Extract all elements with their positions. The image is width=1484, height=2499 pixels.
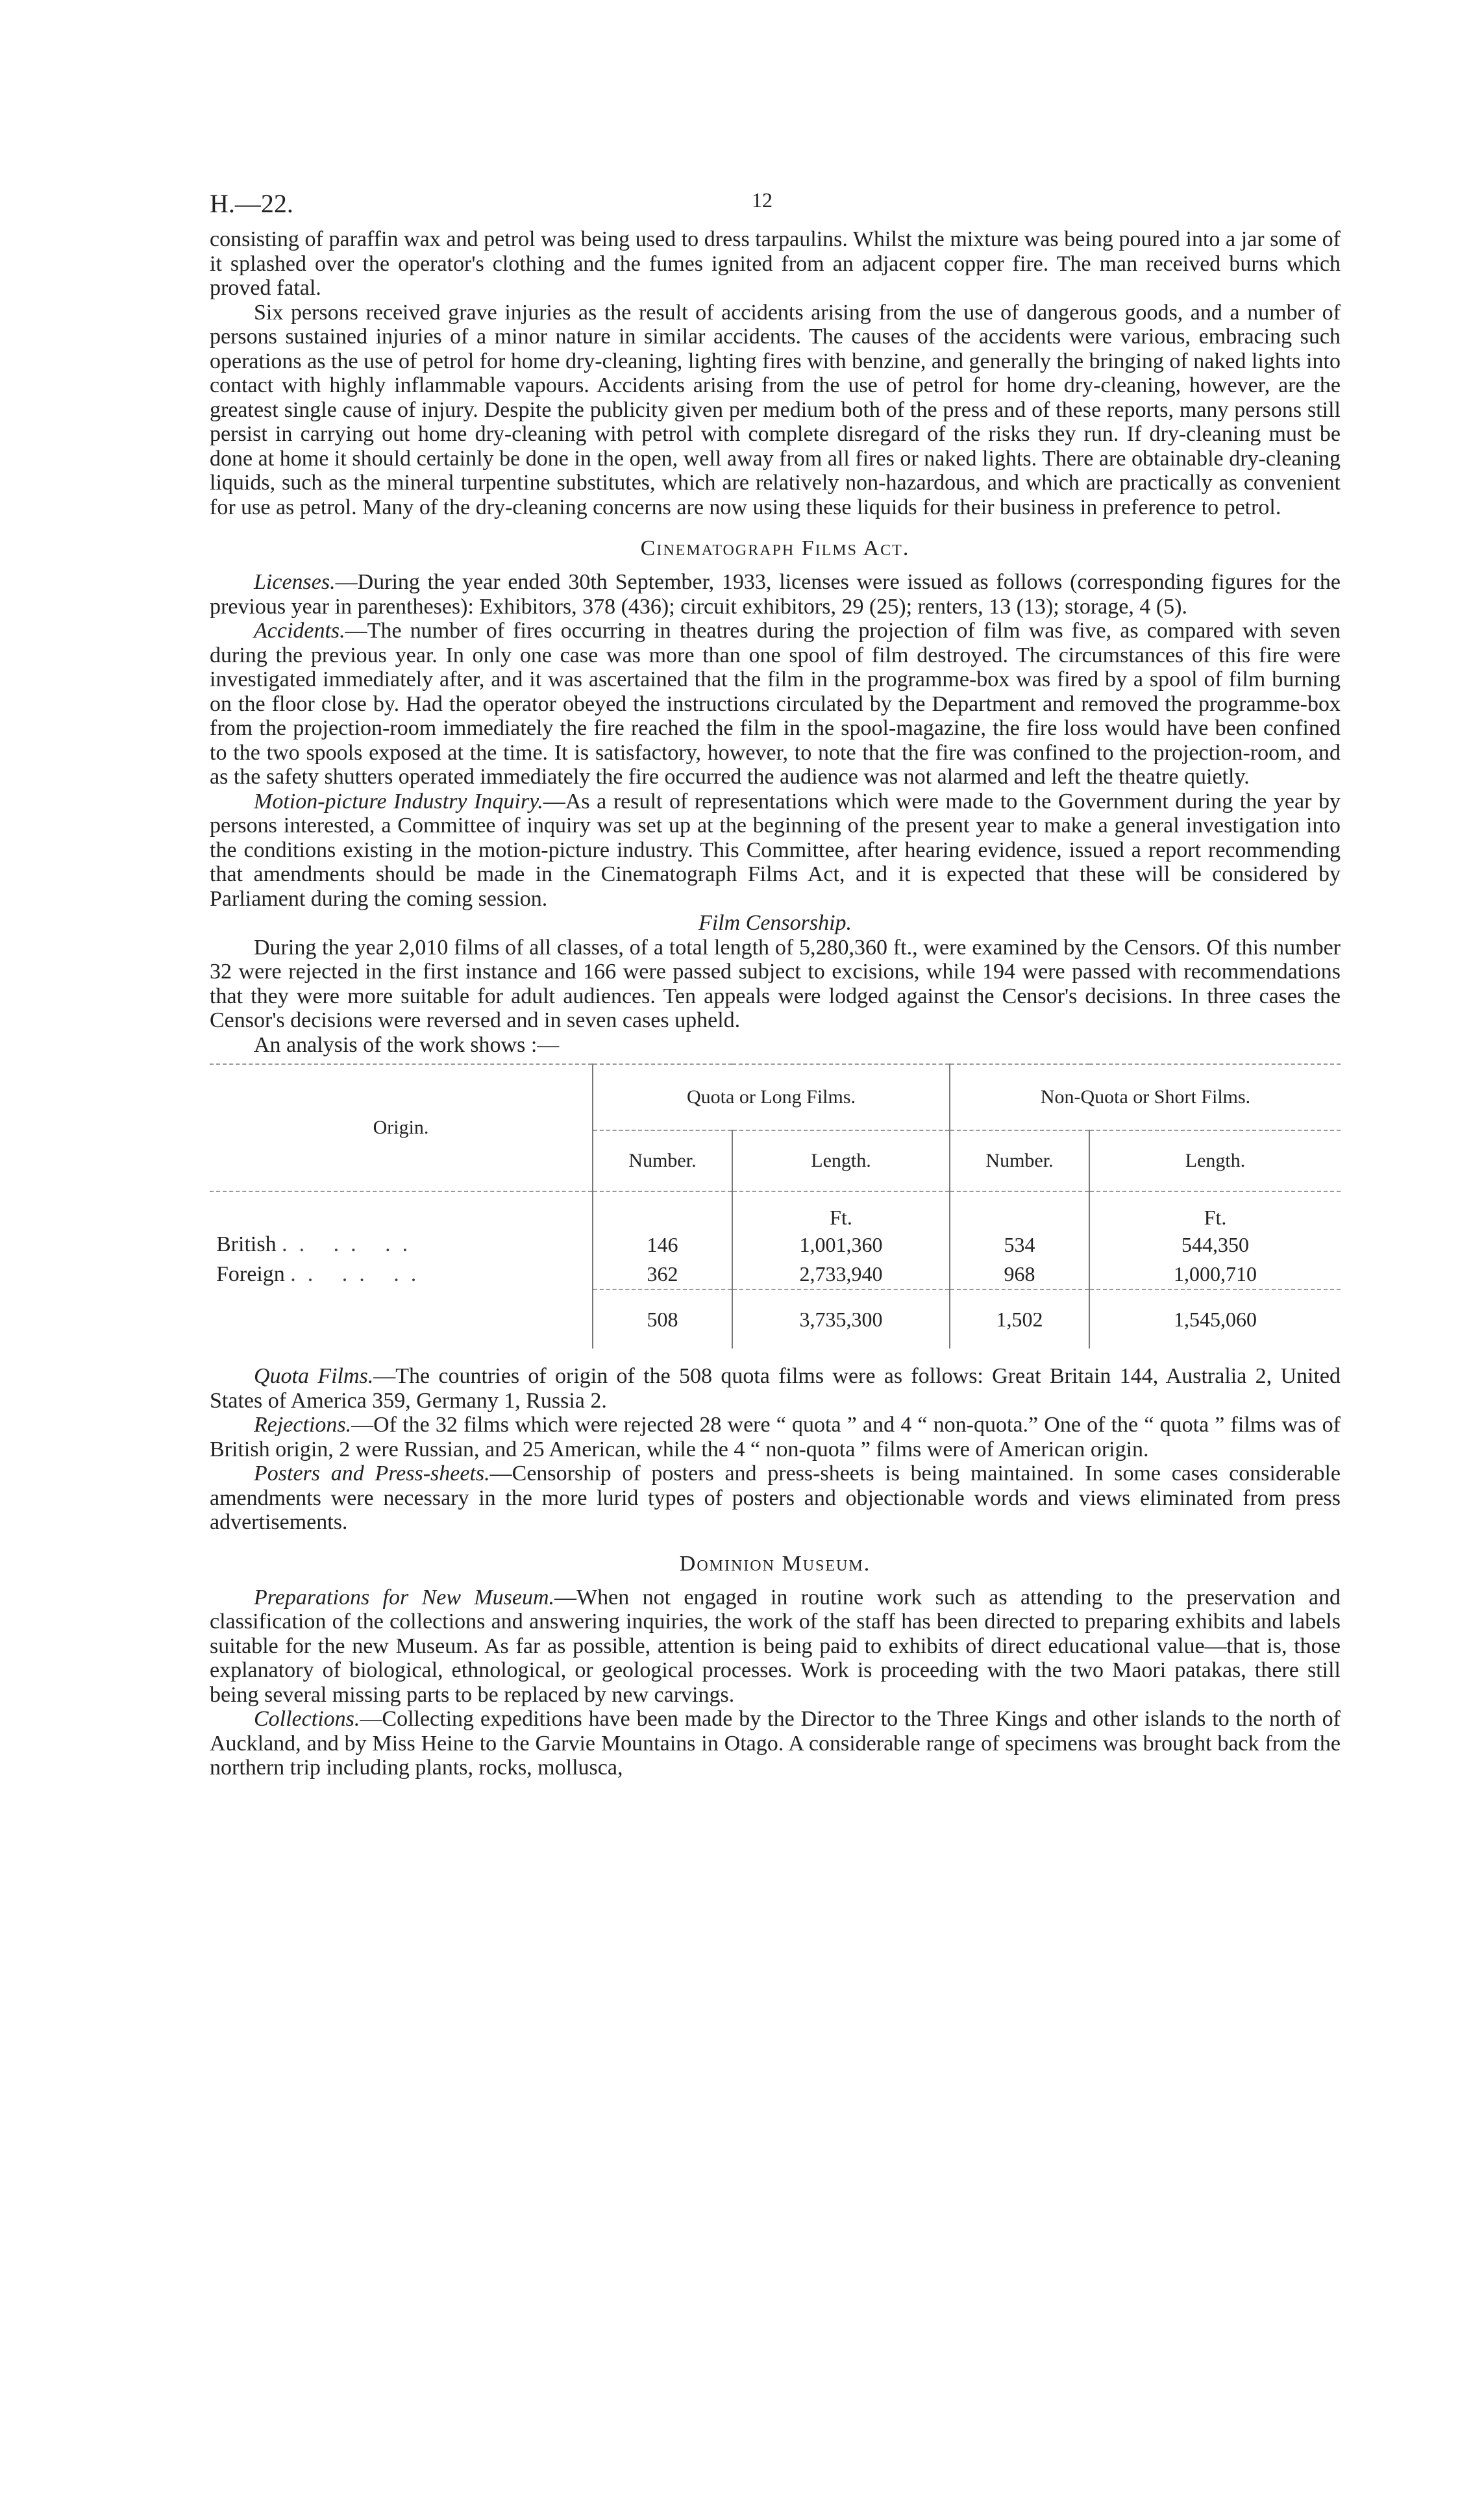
page-number: 12: [752, 188, 773, 212]
non-quota-films-header: Non-Quota or Short Films.: [950, 1064, 1341, 1130]
rejections-lead: Rejections.: [254, 1413, 352, 1437]
accidents-text: —The number of fires occurring in theatres during the projection of film was five, as compared with seven during the previous year. In only one case was more than one spool of film destroyed. The circumstances of this fire were investigated immediately after, and it was ascertained that the film in the programme-box was fired by a spool of film burning on the floor close by. Had the operator obeyed the instructions circulated by the Department and removed the programme-box from the projection-room immediately the fire reached the film in the spool-magazine, the fire loss would have been confined to the two spools exposed at the time. It is satisfactory, however, to note that the fire was confined to the projection-room, and as the safety shutters operated immediately the fire occurred the audience was not alarmed and left the theatre quietly.: [210, 619, 1341, 789]
posters-lead: Posters and Press-sheets.: [254, 1461, 490, 1486]
inquiry-lead: Motion-picture Industry Inquiry.: [254, 789, 543, 814]
origin-header: Origin.: [210, 1064, 593, 1191]
quota-number-header: Number.: [593, 1130, 732, 1191]
film-analysis-table: [210, 1063, 1341, 1349]
accidents-paragraph: [210, 619, 1341, 789]
quota-length-cell: 2,733,940: [732, 1260, 950, 1289]
quota-films-text: —The countries of origin of the 508 quota films were as follows: Great Britain 144, Australia 2, United States of America 359, Germany 1, Russia 2.: [210, 1364, 1341, 1413]
posters-text: —Censorship of posters and press-sheets is being maintained. In some cases considerable amendments were necessary in the more lurid types of posters and objectionable words and views eliminated from press advertisements.: [210, 1461, 1341, 1534]
non-quota-length-cell: 1,000,710: [1089, 1260, 1341, 1289]
non-quota-length-cell: 544,350: [1089, 1230, 1341, 1260]
leader-dots: .. .. ..: [282, 1232, 420, 1256]
inquiry-text: —As a result of representations which were made to the Government during the year by persons interested, a Committee of inquiry was set up at the beginning of the present year to make a general investigation into the conditions existing in the motion-picture industry. This Committee, after hearing evidence, issued a report recommending that amendments should be made in the Cinematograph Films Act, and it is expected that these will be considered by Parliament during the coming session.: [210, 789, 1341, 911]
non-quota-number-header: Number.: [950, 1130, 1089, 1191]
collections-lead: Collections.: [254, 1707, 360, 1731]
leader-dots: .. .. ..: [290, 1262, 428, 1286]
dominion-museum-heading: Dominion Museum.: [679, 1551, 871, 1576]
collections-paragraph: [210, 1707, 1341, 1780]
table-row: [210, 1260, 1341, 1289]
non-quota-number-cell: 534: [950, 1230, 1089, 1260]
quota-length-total: 3,735,300: [732, 1289, 950, 1349]
licenses-lead: Licenses.: [254, 570, 336, 594]
rejections-paragraph: [210, 1413, 1341, 1461]
accidents-lead: Accidents.: [254, 619, 345, 643]
inquiry-paragraph: [210, 789, 1341, 912]
document-reference: H.—22.: [210, 189, 293, 218]
non-quota-number-cell: 968: [950, 1260, 1089, 1289]
collections-text: —Collecting expeditions have been made by the Director to the Three Kings and other islands to the north of Auckland, and by Miss Heine to the Garvie Mountains in Otago. A considerable range of specimens was brought back from the northern trip including plants, rocks, mollusca,: [210, 1707, 1341, 1780]
licenses-text: —During the year ended 30th September, 1933, licenses were issued as follows (corresponding figures for the previous year in parentheses): Exhibitors, 378 (436); circuit exhibitors, 29 (25); renters, 13 (13); storage, 4 (5).: [210, 570, 1341, 619]
cinematograph-section-heading: Cinematograph Films Act.: [640, 536, 910, 560]
non-quota-number-total: 1,502: [950, 1289, 1089, 1349]
preparations-lead: Preparations for New Museum.: [254, 1585, 555, 1610]
dangerous-goods-paragraph: Six persons received grave injuries as the result of accidents arising from the use of dangerous goods, and a number of persons sustained injuries of a minor nature in similar accidents. The causes of the accidents were various, embracing such operations as the use of petrol for home dry-cleaning, lighting fires with benzine, and generally the bringing of naked lights into contact with highly inflammable vapours. Accidents arising from the use of petrol for home dry-cleaning, however, are the greatest single cause of injury. Despite the publicity given per medium both of the press and of these reports, many persons still persist in carrying out home dry-cleaning with petrol with complete disregard of the risks they run. If dry-cleaning must be done at home it should certainly be done in the open, well away from all fires or naked lights. There are obtainable dry-cleaning liquids, such as the mineral turpentine substitutes, which are relatively non-hazardous, and which are practically as convenient for use as petrol. Many of the dry-cleaning concerns are now using these liquids for their business in preference to petrol.: [210, 300, 1341, 519]
non-quota-length-header: Length.: [1089, 1130, 1341, 1191]
totals-row: [210, 1289, 1341, 1349]
preparations-text: —When not engaged in routine work such as attending to the preservation and classification of the collections and answering inquiries, the work of the staff has been directed to preparing exhibits and labels suitable for the new Museum. As far as possible, attention is being paid to exhibits of direct educational value—that is, those explanatory of biological, ethnological, or geological processes. Work is proceeding with the two Maori patakas, there still being several missing parts to be replaced by new carvings.: [210, 1585, 1341, 1707]
film-censorship-heading: Film Censorship.: [698, 911, 852, 935]
table-row: [210, 1230, 1341, 1260]
preparations-paragraph: [210, 1585, 1341, 1708]
origin-cell: Foreign: [216, 1262, 285, 1286]
quota-length-cell: 1,001,360: [732, 1230, 950, 1260]
quota-films-lead: Quota Films.: [254, 1364, 374, 1388]
quota-number-cell: 146: [593, 1230, 732, 1260]
non-quota-length-unit: Ft.: [1089, 1191, 1341, 1230]
quota-films-paragraph: [210, 1364, 1341, 1413]
censorship-paragraph: During the year 2,010 films of all classes, of a total length of 5,280,360 ft., were examined by the Censors. Of this number 32 were rejected in the first instance and 166 were passed subject to excisions, while 194 were passed with recommendations that they were more suitable for adult audiences. Ten appeals were lodged against the Censor's decisions. In three cases the Censor's decisions were reversed and in seven cases upheld.: [210, 935, 1341, 1032]
page-header: [210, 188, 1341, 227]
licenses-paragraph: [210, 570, 1341, 619]
rejections-text: —Of the 32 films which were rejected 28 were “ quota ” and 4 “ non-quota.” One of the “ quota ” films was of British origin, 2 were Russian, and 25 American, while the 4 “ non-quota ” films were of American origin.: [210, 1413, 1341, 1461]
non-quota-length-total: 1,545,060: [1089, 1289, 1341, 1349]
quota-length-unit: Ft.: [732, 1191, 950, 1230]
posters-paragraph: [210, 1461, 1341, 1535]
document-page: [210, 188, 1341, 1780]
quota-number-cell: 362: [593, 1260, 732, 1289]
origin-cell: British: [216, 1232, 277, 1256]
quota-number-total: 508: [593, 1289, 732, 1349]
quota-films-header: Quota or Long Films.: [593, 1064, 950, 1130]
continued-paragraph: consisting of paraffin wax and petrol was being used to dress tarpaulins. Whilst the mixture was being poured into a jar some of it splashed over the operator's clothing and the fumes ignited from an adjacent copper fire. The man received burns which proved fatal.: [210, 227, 1341, 300]
analysis-intro: An analysis of the work shows :—: [254, 1032, 560, 1057]
quota-length-header: Length.: [732, 1130, 950, 1191]
